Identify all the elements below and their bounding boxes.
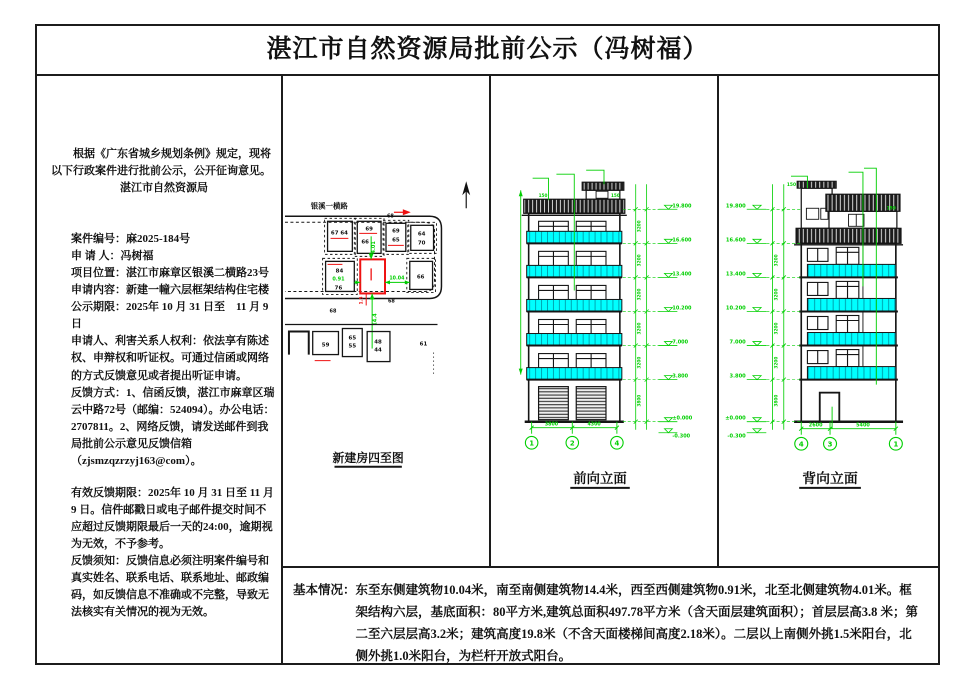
svg-text:7.000: 7.000 <box>672 339 689 346</box>
neighbor-label: 69 <box>392 228 400 235</box>
svg-text:3800: 3800 <box>774 394 780 407</box>
svg-text:13.400: 13.400 <box>725 271 746 278</box>
basic-info-text: 东至东侧建筑物10.04米，南至南侧建筑物14.4米，西至西侧建筑物0.91米，北至北侧建筑物4.01米。框架结构六层，基底面积：80平方米,建筑总面积497.78平方米（含天面层建筑面积）；首层层高3.8 米；第二至六层层高3.2米；建筑高度19.8米（不含天面楼梯间高度2.18米）。二层以上南侧外挑1.5米阳台，北侧外挑1.0米阳台，为栏杆开放式阳台。 <box>355 583 919 663</box>
red-direction-arrow <box>394 209 411 215</box>
neighbor-label: 64 <box>417 231 426 238</box>
svg-text:±0.000: ±0.000 <box>672 415 693 422</box>
svg-text:16.600: 16.600 <box>725 237 746 244</box>
neighbor-label: 66 <box>361 239 369 246</box>
neighbor-label: 55 <box>348 343 357 350</box>
level-markers <box>725 203 766 439</box>
svg-text:10.200: 10.200 <box>672 305 692 312</box>
field-valid-period: 有效反馈期限：2025年 10 月 31 日至 11 月 9 日。信件邮戳日或电子邮件提交时间不应超过反馈期限最后一天的24:00，逾期视为无效，不予参考。 <box>71 486 274 550</box>
eave-dim: 150 <box>538 194 548 200</box>
span-dim: 3800 <box>544 422 559 428</box>
svg-text:10.200: 10.200 <box>725 305 746 312</box>
svg-text:3200: 3200 <box>774 322 780 335</box>
back-elevation-panel <box>719 76 938 566</box>
svg-text:3200: 3200 <box>637 220 643 233</box>
field-applicant: 申 请 人：冯树福 <box>71 250 154 263</box>
dim-north: 4.01 <box>371 241 378 254</box>
span-dimension-line <box>530 422 619 434</box>
neighbor-label: 70 <box>417 240 426 247</box>
eave-dim: 150 <box>786 183 797 189</box>
svg-text:19.800: 19.800 <box>725 203 746 210</box>
notice-authority: 湛江市自然资源局 <box>120 182 208 195</box>
dim-balcony: 1.5 <box>359 296 365 305</box>
block-boundary <box>285 216 441 298</box>
field-location: 项目位置：湛江市麻章区银溪二横路23号 <box>71 267 269 280</box>
document-body <box>37 76 938 663</box>
roller-shutters <box>539 387 606 420</box>
dim-west: 0.91 <box>332 276 345 283</box>
svg-text:±0.000: ±0.000 <box>725 415 746 422</box>
back-elevation-drawing <box>719 76 938 566</box>
svg-text:16.600: 16.600 <box>672 237 692 244</box>
site-plan-drawing <box>283 76 489 566</box>
field-apply-content: 申请内容：新建一幢六层框架结构住宅楼 <box>71 284 269 297</box>
neighbor-label: 65 <box>348 335 357 342</box>
south-wall <box>289 332 309 355</box>
field-period: 公示期限：2025年 10 月 31 日至 11 月 9 日 <box>71 301 269 331</box>
span-dim: 5400 <box>856 422 870 429</box>
svg-text:1: 1 <box>893 439 899 449</box>
front-elevation-drawing <box>491 76 717 566</box>
svg-text:3.800: 3.800 <box>672 373 689 380</box>
svg-text:19.800: 19.800 <box>672 203 692 210</box>
tiled-roof <box>794 228 903 245</box>
field-notes: 反馈须知：反馈信息必须注明案件编号和真实姓名、联系电话、联系地址、邮政编码，如反馈信息不准确或不完整，导致无法核实有关情况的视为无效。 <box>71 554 269 619</box>
svg-text:3: 3 <box>827 439 833 449</box>
dim-south: 14.4 <box>372 313 379 326</box>
svg-text:3200: 3200 <box>774 288 780 301</box>
neighbor-label: 76 <box>334 285 343 292</box>
span-dim: 2600 <box>808 422 823 429</box>
floor-slabs <box>799 277 898 379</box>
neighbor-label: 67 64 <box>330 230 348 237</box>
svg-text:3200: 3200 <box>637 322 643 335</box>
road-number: 68 <box>386 213 394 220</box>
north-arrow-icon <box>462 181 470 208</box>
drawings-area <box>283 76 938 663</box>
ground-door <box>820 393 840 422</box>
front-elevation-caption: 前向立面 <box>573 470 627 486</box>
svg-text:3.800: 3.800 <box>729 373 746 380</box>
level-markers <box>659 203 693 440</box>
svg-text:-0.300: -0.300 <box>672 433 691 440</box>
back-elevation-caption: 背向立面 <box>802 470 858 486</box>
notice-intro: 根据《广东省城乡规划条例》规定，现将以下行政案件进行批前公示，公开征询意见。 <box>51 148 271 178</box>
dim-east: 10.04 <box>389 276 405 282</box>
document-frame <box>35 24 940 665</box>
neighbor-label: 65 <box>392 237 400 244</box>
site-plan-panel <box>283 76 491 566</box>
notice-fields <box>71 231 275 621</box>
neighbor-label: 61 <box>419 341 428 348</box>
road-number: 68 <box>329 308 337 315</box>
svg-text:3200: 3200 <box>637 288 643 301</box>
svg-text:3800: 3800 <box>637 394 643 407</box>
field-case-no: 案件编号：麻2025-184号 <box>71 233 191 246</box>
neighbor-label: 48 <box>374 339 382 346</box>
vertical-dim-lines <box>766 184 801 430</box>
subject-building <box>360 259 385 293</box>
neighbor-label: 69 <box>365 226 373 233</box>
neighbor-label: 59 <box>321 342 330 349</box>
road-name-label: 银溪一横路 <box>310 201 348 211</box>
notice-text-panel <box>37 76 283 663</box>
field-feedback: 反馈方式：1、信函反馈，湛江市麻章区瑞云中路72号（邮编：524094）。办公电话：2707811。2、网络反馈，请发送邮件到我局批前公示意见反馈信箱（zjsmzqzrzyj163@com）。 <box>71 386 275 467</box>
basic-info-label: 基本情况： <box>293 583 356 597</box>
svg-text:3200: 3200 <box>637 254 643 267</box>
svg-text:3200: 3200 <box>774 254 780 267</box>
field-rights: 申请人、利害关系人权利：依法享有陈述权、申辩权和听证权。可通过信函或网络的方式反馈意见或者提出听证申请。 <box>71 335 269 382</box>
neighbor-label: 66 <box>416 274 425 281</box>
svg-text:4: 4 <box>798 439 804 449</box>
svg-text:2: 2 <box>569 439 575 448</box>
grid-bubbles <box>525 436 623 449</box>
grid-bubbles <box>795 437 903 450</box>
svg-text:-0.300: -0.300 <box>727 433 746 440</box>
road-number: 68 <box>387 298 395 305</box>
neighbor-label: 44 <box>374 347 382 354</box>
site-plan-caption: 新建房四至图 <box>332 450 404 465</box>
neighbor-label: 84 <box>335 268 344 275</box>
front-elevation-panel <box>491 76 719 566</box>
floor-height-dims <box>637 220 643 406</box>
svg-text:3200: 3200 <box>774 356 780 369</box>
drawings-row <box>283 76 938 566</box>
svg-text:7.000: 7.000 <box>729 339 746 346</box>
eave-dim: 150 <box>886 206 896 212</box>
svg-text:4: 4 <box>614 439 620 448</box>
eave-dim: 150 <box>610 194 620 200</box>
svg-text:13.400: 13.400 <box>672 271 692 278</box>
basic-info-box <box>283 566 938 663</box>
svg-text:3200: 3200 <box>637 356 643 369</box>
page-title: 湛江市自然资源局批前公示（冯树福） <box>37 26 938 76</box>
svg-text:1: 1 <box>529 439 535 448</box>
span-dim: 4300 <box>587 422 601 428</box>
